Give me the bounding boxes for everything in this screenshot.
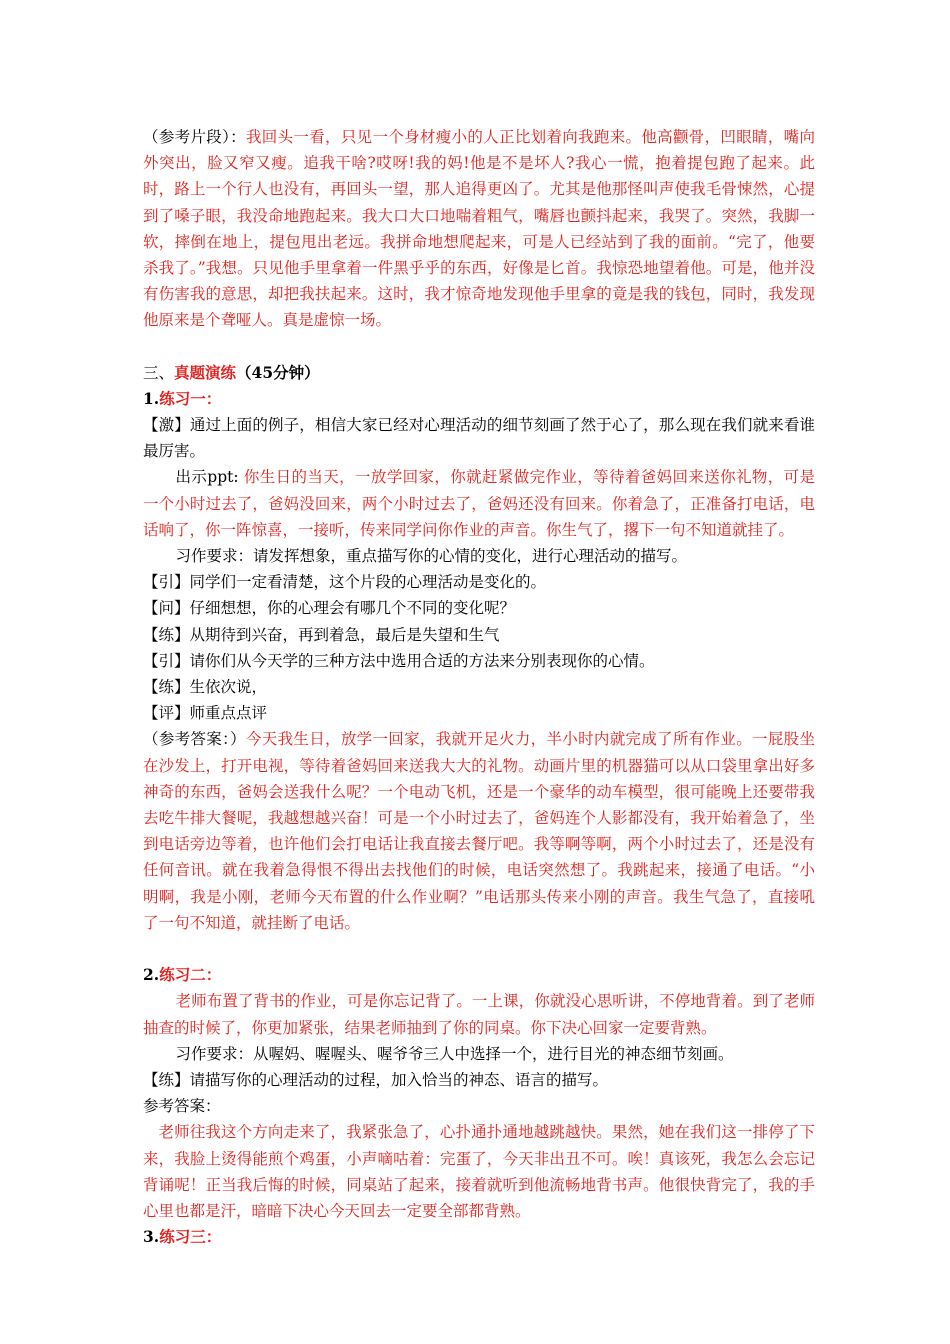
exercise2-answer-text: 老师往我这个方向走来了，我紧张急了，心扑通扑通地越跳越快。果然，她在我们这一排停了下来，我脸上烫得能煎个鸡蛋，小声嘀咕着：完蛋了，今天非出丑不可。唉！真该死，我怎么会忘记背诵呢！正当我后悔的时候，同桌站了起来，接着就听到他流畅地背书声。他很快背完了，我的手心里也都是汗，暗暗下决心今天回去一定要全部都背熟。 xyxy=(143,1123,815,1220)
exercise1-ji: 【激】通过上面的例子，相信大家已经对心理活动的细节刻画了然于心了，那么现在我们就来看谁最厉害。 xyxy=(143,416,815,461)
exercise1-ppt-label: 出示ppt: xyxy=(175,468,244,487)
exercise3-number: 3. xyxy=(143,1227,160,1247)
exercise1-answer-label: （参考答案：） xyxy=(143,730,246,749)
exercise1-yin-1: 【引】同学们一定看清楚，这个片段的心理活动是变化的。 xyxy=(143,573,547,592)
document-page xyxy=(143,124,815,1250)
reference-text: 我回头一看，只见一个身材瘦小的人正比划着向我跑来。他高颧骨，凹眼睛，嘴向外突出，脸又窄又瘦。追我干啥?哎呀!我的妈!他是不是坏人?我心一慌，抱着提包跑了起来。此时，路上一个行人也没有，再回头一望，那人追得更凶了。尤其是他那怪叫声使我毛骨悚然，心提到了嗓子眼，我没命地跑起来。我大口大口地喘着粗气，嘴唇也颤抖起来，我哭了。突然，我脚一软，摔倒在地上，提包甩出老远。我拼命地想爬起来，可是人已经站到了我的面前。“完了，他要杀我了。”我想。只见他手里拿着一件黑乎乎的东西，好像是匕首。我惊恐地望着他。可是，他并没有伤害我的意思，却把我扶起来。这时，我才惊奇地发现他手里拿的竟是我的钱包，同时，我发现他原来是个聋哑人。真是虚惊一场。 xyxy=(143,128,815,330)
section3-heading xyxy=(143,360,815,386)
exercise1-heading xyxy=(143,386,815,412)
reference-label: （参考片段）： xyxy=(143,128,246,146)
section3-title: 真题演练 xyxy=(174,362,237,382)
section3-prefix: 三、 xyxy=(143,363,175,382)
exercise1-ppt xyxy=(143,464,815,543)
exercise3-title: 练习三： xyxy=(159,1227,222,1247)
exercise2-requirement: 习作要求：从喔妈、喔喔头、喔爷爷三人中选择一个，进行目光的神态细节刻画。 xyxy=(175,1044,734,1063)
exercise1-title: 练习一： xyxy=(159,388,222,408)
exercise1-yin-2: 【引】请你们从今天学的三种方法中选用合适的方法来分别表现你的心情。 xyxy=(143,651,655,670)
exercise2-scenario: 老师布置了背书的作业，可是你忘记背了。一上课，你就没心思听讲，不停地背着。到了老师抽查的时候了，你更加紧张，结果老师抽到了你的同桌。你下决心回家一定要背熟。 xyxy=(143,992,815,1037)
exercise1-wen: 【问】仔细想想，你的心理会有哪几个不同的变化呢？ xyxy=(143,599,516,618)
exercise2-lian: 【练】请描写你的心理活动的过程，加入恰当的神态、语言的描写。 xyxy=(143,1070,609,1089)
exercise1-lian-1: 【练】从期待到兴奋，再到着急，最后是失望和生气 xyxy=(143,625,500,644)
exercise1-ppt-text: 你生日的当天，一放学回家，你就赶紧做完作业，等待着爸妈回来送你礼物，可是一个小时过去了，爸妈没回来，两个小时过去了，爸妈还没有回来。你着急了，正准备打电话，电话响了，你一阵惊喜，一接听，传来同学问你作业的声音。你生气了，撂下一句不知道就挂了。 xyxy=(143,468,815,539)
section3-time: （45分钟） xyxy=(236,362,320,382)
exercise1-requirement: 习作要求：请发挥想象，重点描写你的心情的变化，进行心理活动的描写。 xyxy=(175,547,688,566)
exercise2-answer-label: 参考答案： xyxy=(143,1097,221,1116)
exercise1-lian-2: 【练】生依次说， xyxy=(143,678,268,697)
reference-segment xyxy=(143,124,815,334)
exercise2-title: 练习二： xyxy=(159,965,222,985)
exercise1-answer xyxy=(143,726,815,936)
exercise1-ping: 【评】师重点点评 xyxy=(143,704,268,723)
exercise2-number: 2. xyxy=(143,965,160,985)
exercise1-number: 1. xyxy=(143,388,160,408)
exercise1-answer-text: 今天我生日，放学一回家，我就开足火力，半小时内就完成了所有作业。一屁股坐在沙发上，打开电视，等待着爸妈回来送我大大的礼物。动画片里的机器猫可以从口袋里拿出好多神奇的东西，爸妈会送我什么呢？一个电动飞机，还是一个豪华的动车模型，很可能晚上还要带我去吃牛排大餐呢，我越想越兴奋！可是一个小时过去了，爸妈连个人影都没有，我开始着急了，坐到电话旁边等着，也许他们会打电话让我直接去餐厅吧。我等啊等啊，两个小时过去了，还是没有任何音讯。就在我着急得恨不得出去找他们的时候，电话突然想了。我跳起来，接通了电话。“小明啊，我是小刚，老师今天布置的什么作业啊？”电话那头传来小刚的声音。我生气急了，直接吼了一句不知道，就挂断了电话。 xyxy=(143,730,815,932)
exercise3-heading xyxy=(143,1224,815,1250)
exercise2-heading xyxy=(143,962,815,988)
